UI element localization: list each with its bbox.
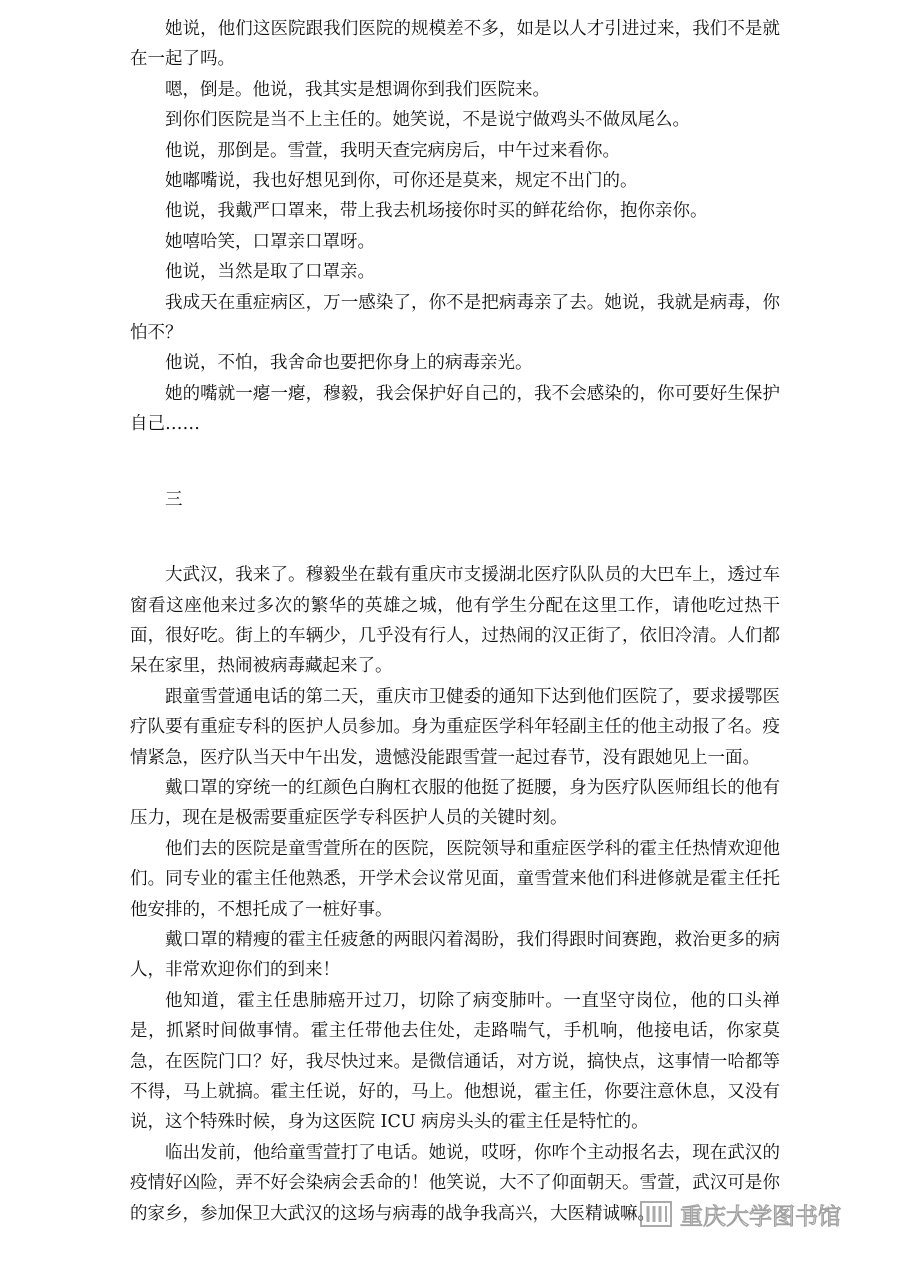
paragraph: 戴口罩的精瘦的霍主任疲惫的两眼闪着渴盼，我们得跟时间赛跑，救治更多的病人，非常欢迎你们的到来！ xyxy=(130,929,780,981)
section-heading: 三 xyxy=(165,489,183,510)
paragraph: 她说，他们这医院跟我们医院的规模差不多，如是以人才引进过来，我们不是就在一起了吗。 xyxy=(130,19,780,70)
paragraph: 他说，不怕，我舍命也要把你身上的病毒亲光。 xyxy=(165,353,533,374)
paragraph: 大武汉，我来了。穆毅坐在载有重庆市支援湖北医疗队队员的大巴车上，透过车窗看这座他来过多次的繁华的英雄之城，他有学生分配在这里工作，请他吃过热干面，很好吃。街上的车辆少，几乎没有行人，过热闹的汉正街了，依旧冷清。人们都呆在家里，热闹被病毒藏起来了。 xyxy=(130,565,780,677)
paragraph: 到你们医院是当不上主任的。她笑说，不是说宁做鸡头不做凤尾么。 xyxy=(165,110,690,131)
paragraph: 临出发前，他给童雪萱打了电话。她说，哎呀，你咋个主动报名去，现在武汉的疫情好凶险，弄不好会染病会丢命的！他笑说，大不了仰面朝天。雪萱，武汉可是你的家乡，参加保卫大武汉的这场与病毒的战争我高兴，大医精诚嘛。 xyxy=(130,1142,780,1224)
paragraph: 跟童雪萱通电话的第二天，重庆市卫健委的通知下达到他们医院了，要求援鄂医疗队要有重症专科的医护人员参加。身为重症医学科年轻副主任的他主动报了名。疫情紧急，医疗队当天中午出发，遗憾没能跟雪萱一起过春节，没有跟她见上一面。 xyxy=(130,686,780,768)
paragraph: 她嘟嘴说，我也好想见到你，可你还是莫来，规定不出门的。 xyxy=(165,171,638,192)
paragraph: 他们去的医院是童雪萱所在的医院，医院领导和重症医学科的霍主任热情欢迎他们。同专业的霍主任他熟悉，开学术会议常见面，童雪萱来他们科进修就是霍主任托他安排的，不想托成了一桩好事。 xyxy=(130,838,780,920)
paragraph: 他说，我戴严口罩来，带上我去机场接你时买的鲜花给你，抱你亲你。 xyxy=(165,201,708,222)
paragraph: 他说，当然是取了口罩亲。 xyxy=(165,262,375,283)
paragraph: 他说，那倒是。雪萱，我明天查完病房后，中午过来看你。 xyxy=(165,140,620,161)
paragraph: 嗯，倒是。他说，我其实是想调你到我们医院来。 xyxy=(165,79,550,100)
paragraph: 他知道，霍主任患肺癌开过刀，切除了病变肺叶。一直坚守岗位，他的口头禅是，抓紧时间做事情。霍主任带他去住处，走路喘气，手机响，他接电话，你家莫急，在医院门口？好，我尽快过来。是微信通话，对方说，搞快点，这事情一哈都等不得，马上就搞。霍主任说，好的，马上。他想说，霍主任，你要注意休息，又没有说，这个特殊时候，身为这医院 ICU 病房头头的霍主任是特忙的。 xyxy=(130,990,780,1133)
paragraph: 戴口罩的穿统一的红颜色白胸杠衣服的他挺了挺腰，身为医疗队医师组长的他有压力，现在是极需要重症医学专科医护人员的关键时刻。 xyxy=(130,777,780,829)
watermark-text: 重庆大学图书馆 xyxy=(680,1203,841,1230)
paragraph: 我成天在重症病区，万一感染了，你不是把病毒亲了去。她说，我就是病毒，你怕不？ xyxy=(130,292,780,344)
paragraphs-after xyxy=(130,560,780,1229)
library-watermark xyxy=(638,1194,841,1234)
paragraph: 她的嘴就一瘪一瘪，穆毅，我会保护好自己的，我不会感染的，你可要好生保护自己…… xyxy=(130,383,780,435)
section-spacer xyxy=(130,515,780,560)
paragraphs-before xyxy=(130,14,780,440)
library-logo-icon xyxy=(638,1198,674,1230)
paragraph: 她嘻哈笑，口罩亲口罩呀。 xyxy=(165,231,375,252)
document-page xyxy=(130,14,780,1229)
